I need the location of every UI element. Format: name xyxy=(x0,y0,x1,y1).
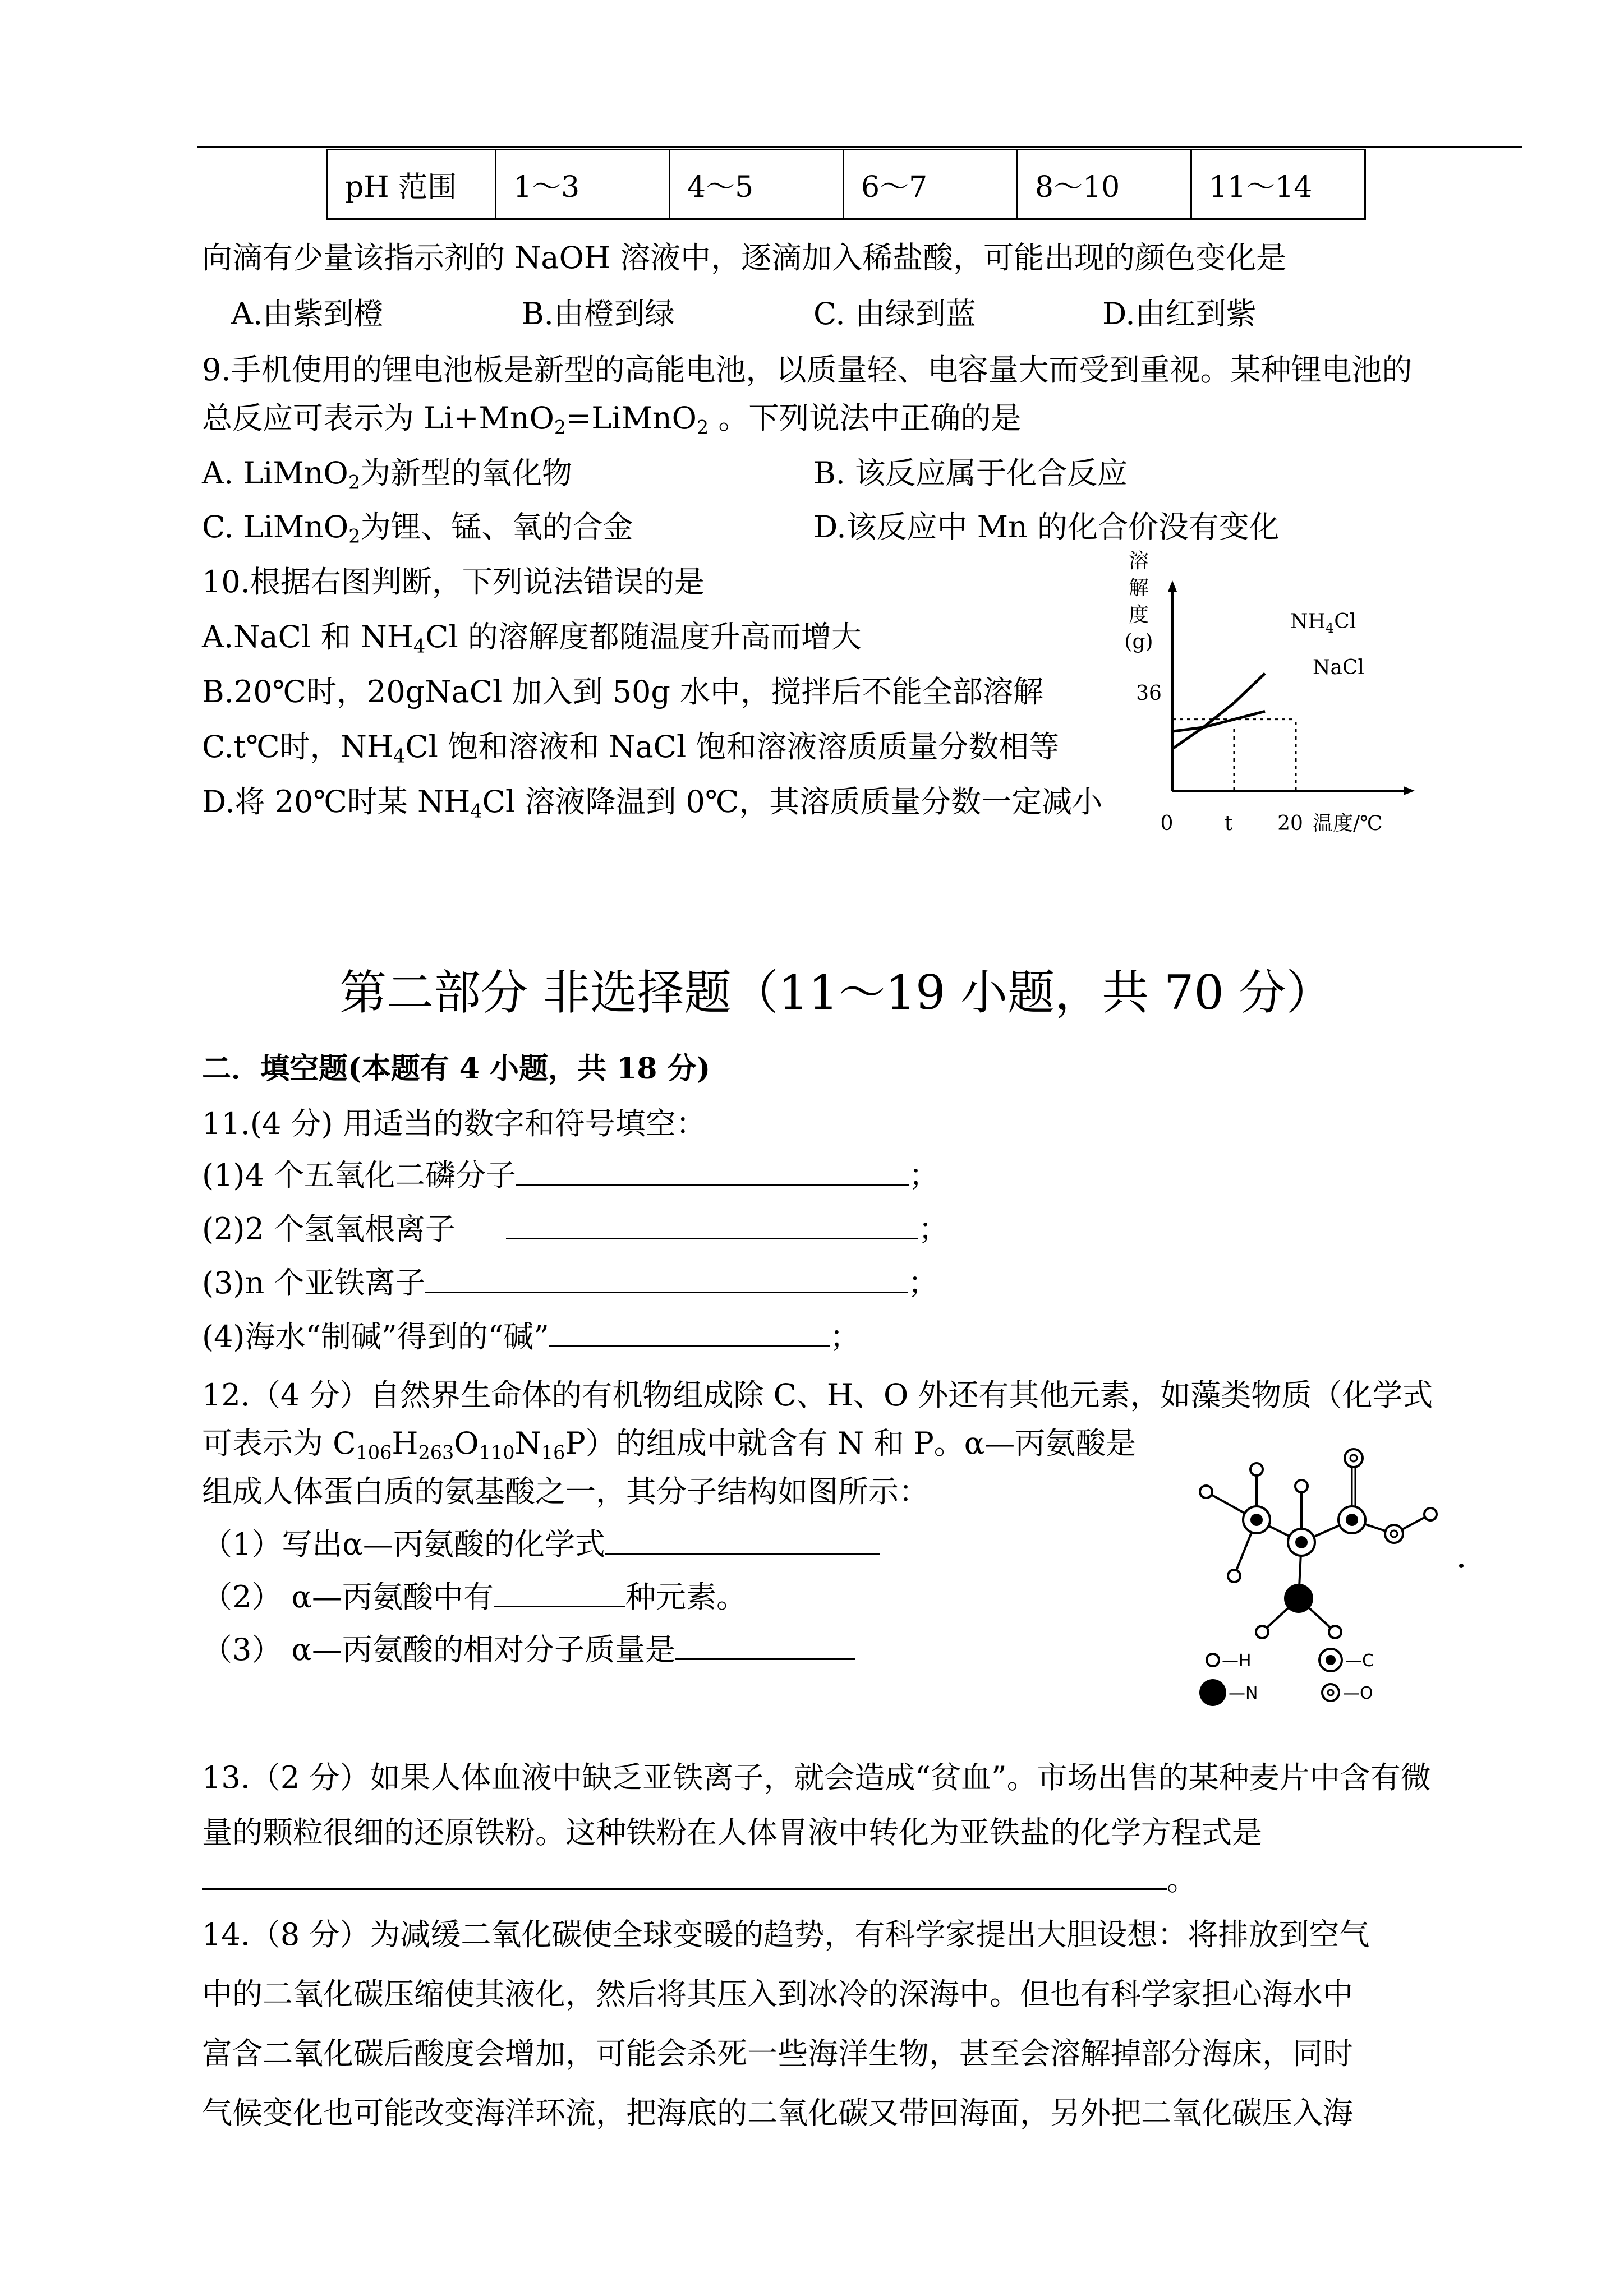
q11-item-1: (1)4 个五氧化二磷分子 ； xyxy=(202,1158,940,1193)
q12-item-1: （1）写出α—丙氨酸的化学式 xyxy=(202,1524,880,1565)
q14-line: 气候变化也可能改变海洋环流，把海底的二氧化碳又带回海面，另外把二氧化碳压入海 xyxy=(202,2095,1353,2131)
q11-item-2: (2)2 个氢氧根离子 ； xyxy=(202,1211,949,1247)
section-heading: 二．填空题(本题有 4 小题，共 18 分) xyxy=(202,1052,711,1086)
ph-table-cell: 8～10 xyxy=(1018,150,1191,219)
q10-option-d: D.将 20℃时某 $NH_4Cl$ 溶液降温到 0℃，其溶质质量分数一定减小 xyxy=(202,784,1103,822)
q10-option-b: B.20℃时，20gNaCl 加入到 50g 水中，搅拌后不能全部溶解 xyxy=(202,674,1044,709)
q8-option-b: B.由橙到绿 xyxy=(522,296,675,331)
alanine-molecule-diagram xyxy=(1172,1436,1487,1711)
q14-line: 中的二氧化碳压缩使其液化，然后将其压入到冰冷的深海中。但也有科学家担心海水中 xyxy=(202,1976,1353,2012)
q10-stem: 10.根据右图判断，下列说法错误的是 xyxy=(202,564,705,600)
x-axis-arrow xyxy=(1404,786,1415,795)
series-label-nh4cl: $NH_4Cl$ xyxy=(1290,610,1356,636)
q8-option-a: A.由紫到橙 xyxy=(231,296,384,331)
q13-line1: 13.（2 分）如果人体血液中缺乏亚铁离子，就会造成“贫血”。市场出售的某种麦片中含有微 xyxy=(202,1760,1431,1795)
q11-item-3: (3)n 个亚铁离子 ； xyxy=(202,1265,938,1301)
ph-table-cell: pH 范围 xyxy=(328,150,496,219)
q12-line1: 12.（4 分）自然界生命体的有机物组成除 C、H、O 外还有其他元素，如藻类物质（化学式 xyxy=(202,1377,1433,1413)
q11-item-4: (4)海水“制碱”得到的“碱” ； xyxy=(202,1319,860,1354)
q14-line: 富含二氧化碳后酸度会增加，可能会杀死一些海洋生物，甚至会溶解掉部分海床，同时 xyxy=(202,2036,1353,2071)
legend-c: —C xyxy=(1345,1651,1374,1671)
ph-table-cell: 1～3 xyxy=(496,150,670,219)
y-axis-label-char: 度 xyxy=(1128,603,1149,626)
x-tick-label: t xyxy=(1224,812,1233,835)
series-label-nacl: NaCl xyxy=(1313,656,1365,679)
q9-option-a: A. LiMnO$_2$为新型的氧化物 xyxy=(202,455,573,494)
top-rule xyxy=(197,146,1522,148)
q10-option-c: C.t℃时，$NH_4Cl$ 饱和溶液和 NaCl 饱和溶液溶质质量分数相等 xyxy=(202,729,1060,767)
q8-stem: 向滴有少量该指示剂的 NaOH 溶液中，逐滴加入稀盐酸，可能出现的颜色变化是 xyxy=(202,240,1287,275)
x-axis-label: 温度/℃ xyxy=(1313,812,1383,835)
y-axis-label-char: 溶 xyxy=(1128,550,1149,573)
q12-line3: 组成人体蛋白质的氨基酸之一，其分子结构如图所示： xyxy=(202,1474,929,1509)
part-two-heading: 第二部分 非选择题（11～19 小题，共 70 分） xyxy=(339,965,1333,1020)
y-tick-label: 36 xyxy=(1136,682,1162,705)
q8-option-d: D.由红到紫 xyxy=(1102,296,1257,331)
q9-option-c: C. LiMnO$_2$为锂、锰、氧的合金 xyxy=(202,509,633,547)
legend-n: —N xyxy=(1229,1684,1258,1703)
q12-item-3: （3） α—丙氨酸的相对分子质量是 xyxy=(202,1630,855,1670)
q13-line2: 量的颗粒很细的还原铁粉。这种铁粉在人体胃液中转化为亚铁盐的化学方程式是 xyxy=(202,1815,1262,1850)
q11-stem: 11.(4 分) 用适当的数字和符号填空： xyxy=(202,1106,706,1141)
y-axis-label-char: (g) xyxy=(1124,630,1153,653)
legend-h: —H xyxy=(1222,1651,1252,1671)
q9-line2: 总反应可表示为 Li+MnO$_2$=LiMnO$_2$ 。下列说法中正确的是 xyxy=(202,400,1022,439)
legend-o: —O xyxy=(1343,1684,1373,1703)
q12-item-2: （2） α—丙氨酸中有 种元素。 xyxy=(202,1579,747,1615)
ph-range-table xyxy=(326,149,1366,220)
ph-table-cell: 6～7 xyxy=(844,150,1018,219)
x-tick-label: 0 xyxy=(1160,812,1174,835)
q12-line2: 可表示为 $C_{106}H_{263}O_{110}N_{16}P$）的组成中就含有 N 和 P。α—丙氨酸是 xyxy=(202,1426,1137,1464)
q8-option-c: C. 由绿到蓝 xyxy=(813,296,976,331)
series-line-nh4cl xyxy=(1172,674,1265,749)
y-axis-label-char: 解 xyxy=(1128,577,1149,600)
x-tick-label: 20 xyxy=(1277,812,1303,835)
y-axis-arrow xyxy=(1168,580,1177,592)
ph-table-cell: 11～14 xyxy=(1191,150,1365,219)
q13-answer-line: 。 xyxy=(202,1860,1197,1900)
q9-option-d: D.该反应中 Mn 的化合价没有变化 xyxy=(813,509,1280,545)
q14-line: 14.（8 分）为减缓二氧化碳使全球变暖的趋势，有科学家提出大胆设想：将排放到空气 xyxy=(202,1917,1370,1952)
q9-option-b: B. 该反应属于化合反应 xyxy=(813,455,1128,491)
q9-line1: 9.手机使用的锂电池板是新型的高能电池，以质量轻、电容量大而受到重视。某种锂电池的 xyxy=(202,352,1413,388)
ph-table-cell: 4～5 xyxy=(670,150,844,219)
q10-option-a: A.NaCl 和 $NH_4Cl$ 的溶解度都随温度升高而增大 xyxy=(202,619,862,657)
solubility-chart xyxy=(1116,550,1419,864)
